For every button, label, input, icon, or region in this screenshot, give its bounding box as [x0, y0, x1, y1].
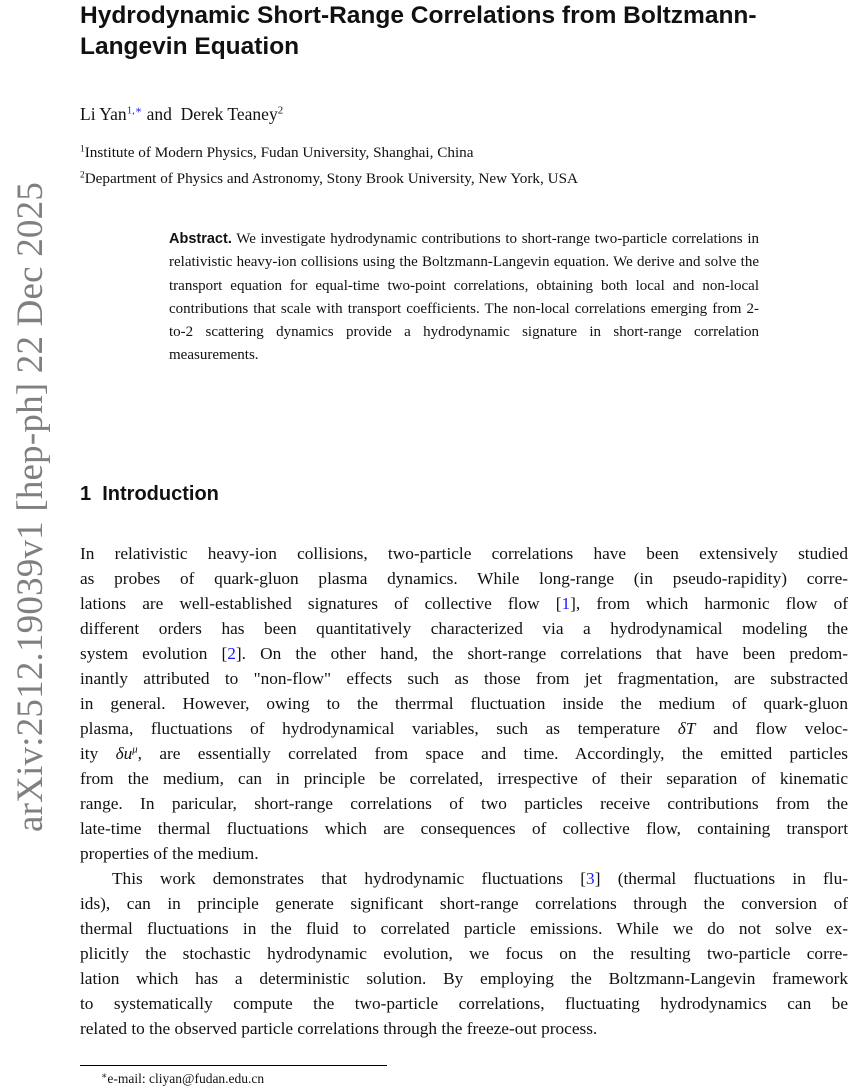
abstract-text: We investigate hydrodynamic contributions to short-range two-particle correlations in relativistic heavy-ion collisions using the Boltzmann-Langevin equation. We derive and solve the transport equation for equal-time two-point correlations, obtaining both local and non-local contributions that scale with transport coefficients. The non-local correlations emerging from 2-to-2 scattering dynamics provide a hydrodynamic signature in short-range correlation measurements. — [169, 231, 759, 364]
text-line — [80, 866, 848, 891]
text-fragment: ], from which harmonic flow of — [570, 594, 848, 613]
text-line: as probes of quark-gluon plasma dynamics. While long-range (in pseudo-rapidity) corre- — [80, 569, 848, 588]
text-fragment: , are essentially correlated from space and time. Accordingly, the emitted particles — [137, 744, 848, 763]
affiliation-mark: 1 — [80, 144, 85, 155]
author-conjunction: and — [142, 104, 181, 124]
text-line: thermal fluctuations in the fluid to correlated particle emissions. While we do not solve ex- — [80, 919, 848, 938]
text-line: in general. However, owing to the therrmal fluctuation inside the medium of quark-gluon — [80, 694, 848, 713]
text-line: late-time thermal fluctuations which are consequences of collective flow, containing transport — [80, 819, 848, 838]
text-fragment: plasma, fluctuations of hydrodynamical variables, such as temperature — [80, 719, 678, 738]
section-title: Introduction — [102, 483, 219, 505]
abstract — [169, 228, 759, 368]
footnote — [101, 1071, 264, 1087]
text-line — [80, 741, 848, 766]
text-line: related to the observed particle correlations through the freeze-out process. — [80, 1019, 598, 1038]
section-number: 1 — [80, 483, 92, 505]
text-line: from the medium, can in principle be correlated, irrespective of their separation of kinematic — [80, 769, 848, 788]
text-fragment: This work demonstrates that hydrodynamic fluctuations [ — [112, 869, 587, 888]
text-line: lation which has a deterministic solution. By employing the Boltzmann-Langevin framework — [80, 969, 848, 988]
text-line — [80, 716, 848, 741]
title-line-1: Hydrodynamic Short-Range Correlations from Boltzmann- — [80, 2, 757, 29]
affiliation-text: Institute of Modern Physics, Fudan University, Shanghai, China — [84, 144, 474, 161]
text-line: range. In paricular, short-range correlations of two particles receive contributions from the — [80, 794, 848, 813]
body-text — [80, 541, 848, 1041]
affiliation — [80, 144, 474, 162]
citation-link[interactable]: 1 — [561, 594, 571, 613]
text-line: different orders has been quantitatively characterized via a hydrodynamical modeling the — [80, 619, 848, 638]
citation-link[interactable]: 2 — [227, 644, 236, 663]
affiliation — [80, 170, 578, 188]
text-line — [80, 641, 848, 666]
text-line — [80, 591, 848, 616]
text-line: properties of the medium. — [80, 844, 259, 863]
footnote-text: e-mail: cliyan@fudan.edu.cn — [107, 1071, 265, 1086]
text-line: to systematically compute the two-particle correlations, fluctuating hydrodynamics can be — [80, 994, 848, 1013]
author-name: Derek Teaney — [180, 104, 278, 124]
math-delta-t: δT — [677, 719, 696, 738]
author-mark[interactable]: 1,∗ — [126, 104, 143, 117]
text-fragment: ]. On the other hand, the short-range correlations that have been predom- — [235, 644, 848, 663]
author-mark: 2 — [277, 104, 284, 117]
math-delta-u: δu — [115, 744, 133, 763]
paper-title — [80, 0, 840, 62]
text-line: inantly attributed to "non-flow" effects such as those from jet fragmentation, are substracted — [80, 669, 848, 688]
text-fragment: lations are well-established signatures of collective flow [ — [80, 594, 562, 613]
affiliation-text: Department of Physics and Astronomy, Stony Brook University, New York, USA — [84, 170, 578, 187]
affiliation-mark: 2 — [80, 170, 85, 181]
math-mu: μ — [132, 743, 138, 756]
text-line: plicitly the stochastic hydrodynamic evolution, we focus on the resulting two-particle corre- — [80, 944, 848, 963]
abstract-label: Abstract. — [169, 231, 232, 247]
text-line: ids), can in principle generate significant short-range correlations through the conversion of — [80, 894, 848, 913]
text-fragment: system evolution [ — [80, 644, 228, 663]
text-fragment: and flow veloc- — [695, 719, 848, 738]
citation-link[interactable]: 3 — [586, 869, 595, 888]
text-line: In relativistic heavy-ion collisions, two-particle correlations have been extensively studied — [80, 544, 848, 563]
footnote-rule — [80, 1065, 387, 1066]
text-fragment: ] (thermal fluctuations in flu- — [594, 869, 848, 888]
footnote-mark: ∗ — [101, 1071, 108, 1082]
author-list — [80, 104, 283, 125]
text-fragment: ity — [80, 744, 116, 763]
arxiv-identifier: arXiv:2512.19039v1 [hep-ph] 22 Dec 2025 — [10, 181, 51, 832]
title-line-2: Langevin Equation — [80, 33, 300, 60]
author-name: Li Yan — [80, 104, 127, 124]
section-heading — [80, 481, 219, 507]
